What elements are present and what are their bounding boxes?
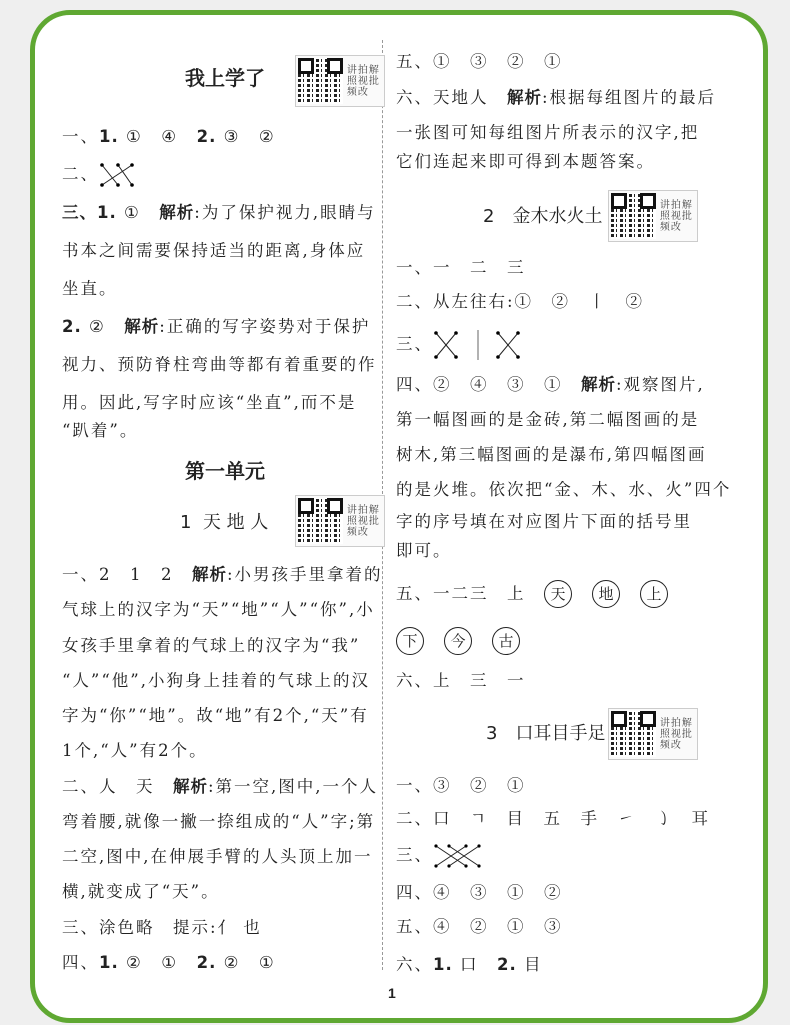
answer-line: 1个,“人”有2个。 xyxy=(62,741,208,760)
answer-line: 它们连起来即可得到本题答案。 xyxy=(396,152,655,171)
answer-line: 二、从左往右:① ② 丨 ② xyxy=(396,292,645,311)
matching-lines-icon xyxy=(433,330,523,360)
section-title-wo-shang-xue-le: 我上学了 xyxy=(185,66,265,90)
circled-char: 今 xyxy=(444,627,472,655)
matching-lines-icon xyxy=(433,843,483,869)
qr-code-icon xyxy=(611,711,656,757)
answer-line: 三、涂色略 提示:亻 也 xyxy=(62,918,262,937)
answer-line: 四、1. ② ① 2. ② ① xyxy=(62,953,276,972)
qr-code[interactable]: 讲拍解照视批频改 xyxy=(295,495,385,547)
circled-char: 下 xyxy=(396,627,424,655)
answer-line: 气球上的汉字为“天”“地”“人”“你”,小 xyxy=(62,600,375,619)
unit-title: 第一单元 xyxy=(185,459,265,483)
qr-code-icon xyxy=(298,498,343,544)
answer-line: 三、 xyxy=(396,843,483,869)
qr-code[interactable]: 讲拍解照视批频改 xyxy=(295,55,385,107)
answer-line: 二、 xyxy=(62,162,135,188)
answer-line: 女孩手里拿着的气球上的汉字为“我” xyxy=(62,636,361,655)
answer-line: 坐直。 xyxy=(62,279,118,298)
answer-line: 一张图可知每组图片所表示的汉字,把 xyxy=(396,123,700,142)
answer-line: 弯着腰,就像一撇一捺组成的“人”字;第 xyxy=(62,812,376,831)
answer-line: 2. ② 解析:正确的写字姿势对于保护 xyxy=(62,317,371,336)
circled-char: 上 xyxy=(640,580,668,608)
answer-line: 横,就变成了“天”。 xyxy=(62,882,220,901)
matching-lines-icon xyxy=(99,162,135,188)
answer-line: 五、一二三 上 天 地 上 xyxy=(396,580,688,608)
answer-line: 一、1. ① ④ 2. ③ ② xyxy=(62,127,276,146)
answer-line: 字为“你”“地”。故“地”有2个,“天”有 xyxy=(62,706,369,725)
page-number: 1 xyxy=(388,985,396,1001)
answer-line: 字的序号填在对应图片下面的括号里 xyxy=(396,512,692,531)
circled-char: 地 xyxy=(592,580,620,608)
answer-line: 五、④ ② ① ③ xyxy=(396,917,563,936)
answer-line: 二空,图中,在伸展手臂的人头顶上加一 xyxy=(62,847,373,866)
answer-line: 三、1. ① 解析:为了保护视力,眼睛与 xyxy=(62,203,376,222)
answer-line: 视力、预防脊柱弯曲等都有着重要的作 xyxy=(62,355,377,374)
lesson-title: 2 金木水火土 xyxy=(483,206,603,227)
answer-line: 五、① ③ ② ① xyxy=(396,52,563,71)
qr-code-icon xyxy=(611,193,656,239)
answer-line: 一、③ ② ① xyxy=(396,776,526,795)
answer-line: 六、上 三 一 xyxy=(396,671,526,690)
answer-line: 六、1. 口 2. 目 xyxy=(396,955,543,974)
answer-line: 六、天地人 解析:根据每组图片的最后 xyxy=(396,88,717,107)
answer-line: 一、一 二 三 xyxy=(396,258,526,277)
answer-line: 一、2 1 2 解析:小男孩手里拿着的 xyxy=(62,565,383,584)
answer-line: “人”“他”,小狗身上挂着的气球上的汉 xyxy=(62,671,370,690)
circled-char: 古 xyxy=(492,627,520,655)
answer-line xyxy=(396,627,540,655)
answer-line: 二、人 天 解析:第一空,图中,一个人 xyxy=(62,777,379,796)
answer-line: 树木,第三幅图画的是瀑布,第四幅图画 xyxy=(396,445,707,464)
qr-code[interactable]: 讲拍解照视批频改 xyxy=(608,190,698,242)
lesson-title: 3 口耳目手足 xyxy=(486,723,606,744)
answer-line: 即可。 xyxy=(396,541,452,560)
qr-code[interactable]: 讲拍解照视批频改 xyxy=(608,708,698,760)
answer-line: 二、口 ㄱ 目 五 手 ㇀ ㇁ 耳 xyxy=(396,809,710,828)
answer-line: 书本之间需要保持适当的距离,身体应 xyxy=(62,241,366,260)
answer-line: 三、 xyxy=(396,330,523,360)
answer-line: “趴着”。 xyxy=(62,421,139,440)
answer-line: 的是火堆。依次把“金、木、水、火”四个 xyxy=(396,480,732,499)
qr-code-icon xyxy=(298,58,343,104)
answer-line: 用。因此,写字时应该“坐直”,而不是 xyxy=(62,393,357,412)
circled-char: 天 xyxy=(544,580,572,608)
answer-line: 四、④ ③ ① ② xyxy=(396,883,563,902)
answer-line: 四、② ④ ③ ① 解析:观察图片, xyxy=(396,375,705,394)
lesson-title: 1 天 地 人 xyxy=(180,512,269,533)
answer-line: 第一幅图画的是金砖,第二幅图画的是 xyxy=(396,410,700,429)
